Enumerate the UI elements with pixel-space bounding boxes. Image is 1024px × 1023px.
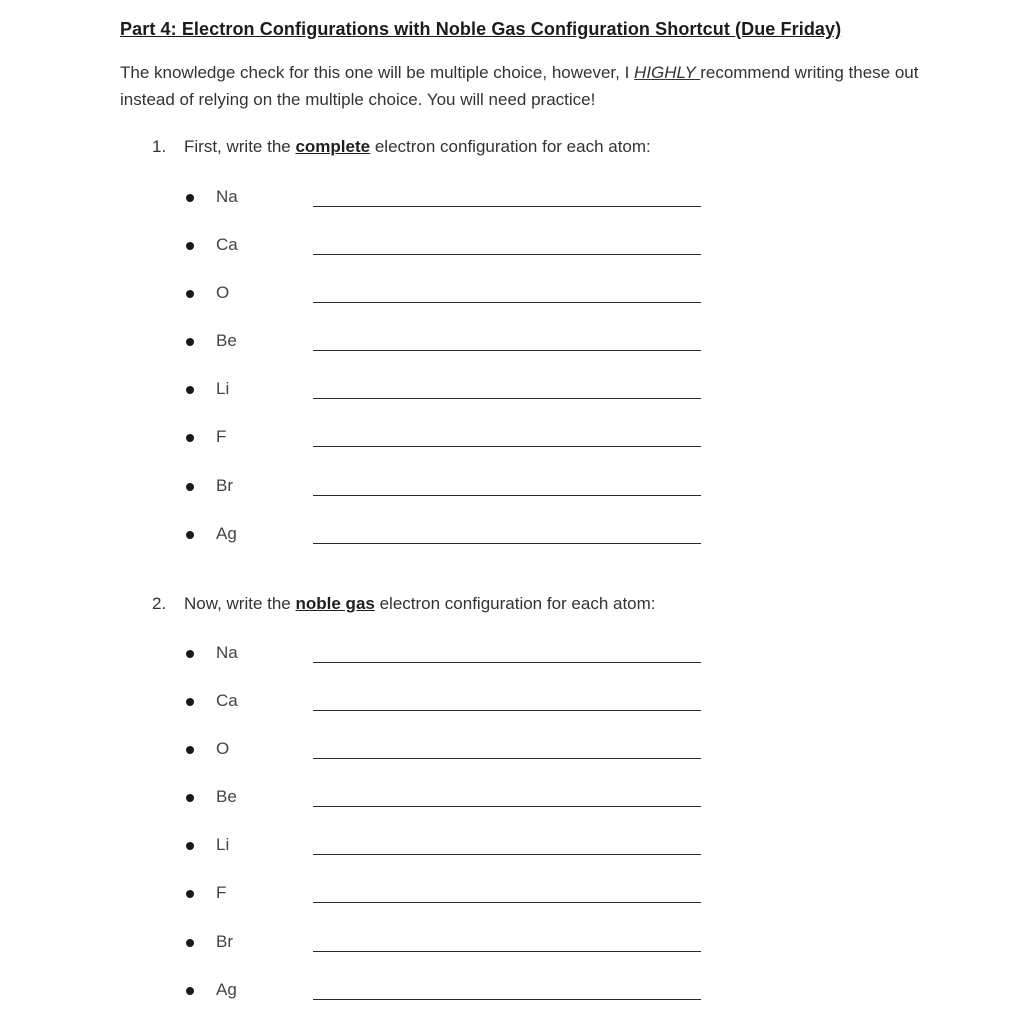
bullet-icon bbox=[186, 338, 194, 346]
intro-emphasis: HIGHLY bbox=[634, 63, 701, 82]
bullet-icon bbox=[186, 794, 194, 802]
intro-text-before: The knowledge check for this one will be multiple choice, however, I bbox=[120, 63, 635, 82]
question-keyword: noble gas bbox=[295, 594, 375, 613]
answer-line[interactable] bbox=[313, 758, 701, 759]
answer-line[interactable] bbox=[313, 495, 701, 496]
list-item bbox=[0, 787, 1024, 813]
bullet-icon bbox=[186, 242, 194, 250]
list-item bbox=[0, 835, 1024, 861]
atom-symbol: O bbox=[216, 283, 230, 302]
list-item bbox=[0, 331, 1024, 357]
intro-paragraph bbox=[120, 59, 960, 113]
answer-line[interactable] bbox=[313, 806, 701, 807]
intro-text-after: recommend writing these out instead of relying on the multiple choice. You will need practice! bbox=[120, 63, 919, 109]
atom-symbol: Br bbox=[216, 932, 233, 951]
list-item bbox=[0, 283, 1024, 309]
answer-line[interactable] bbox=[313, 854, 701, 855]
atom-symbol: Ag bbox=[216, 980, 237, 999]
list-item bbox=[0, 883, 1024, 909]
atom-symbol: Be bbox=[216, 787, 237, 806]
bullet-icon bbox=[186, 987, 194, 995]
answer-line[interactable] bbox=[313, 398, 701, 399]
atom-symbol: Li bbox=[216, 379, 230, 398]
answer-line[interactable] bbox=[313, 446, 701, 447]
list-item bbox=[0, 379, 1024, 405]
atom-symbol: Br bbox=[216, 476, 233, 495]
list-item bbox=[0, 476, 1024, 502]
bullet-icon bbox=[186, 698, 194, 706]
answer-line[interactable] bbox=[313, 662, 701, 663]
answer-line[interactable] bbox=[313, 543, 701, 544]
bullet-icon bbox=[186, 194, 194, 202]
list-item bbox=[0, 427, 1024, 453]
list-item bbox=[0, 691, 1024, 717]
question-1-prompt bbox=[152, 137, 651, 157]
bullet-icon bbox=[186, 939, 194, 947]
answer-line[interactable] bbox=[313, 710, 701, 711]
answer-line[interactable] bbox=[313, 206, 701, 207]
bullet-icon bbox=[186, 650, 194, 658]
page-title: Part 4: Electron Configurations with Noble Gas Configuration Shortcut (Due Friday) bbox=[120, 19, 842, 39]
atom-symbol: Li bbox=[216, 835, 230, 854]
atom-symbol: F bbox=[216, 427, 227, 446]
question-text-after: electron configuration for each atom: bbox=[370, 137, 651, 156]
list-item bbox=[0, 643, 1024, 669]
question-number: 2. bbox=[152, 594, 167, 613]
list-item bbox=[0, 932, 1024, 958]
question-number: 1. bbox=[152, 137, 167, 156]
bullet-icon bbox=[186, 890, 194, 898]
atom-symbol: Ca bbox=[216, 235, 238, 254]
answer-line[interactable] bbox=[313, 302, 701, 303]
list-item bbox=[0, 235, 1024, 261]
bullet-icon bbox=[186, 531, 194, 539]
list-item bbox=[0, 524, 1024, 550]
answer-line[interactable] bbox=[313, 350, 701, 351]
answer-line[interactable] bbox=[313, 951, 701, 952]
atom-symbol: Na bbox=[216, 187, 238, 206]
bullet-icon bbox=[186, 290, 194, 298]
bullet-icon bbox=[186, 483, 194, 491]
answer-line[interactable] bbox=[313, 902, 701, 903]
answer-line[interactable] bbox=[313, 999, 701, 1000]
question-keyword: complete bbox=[295, 137, 371, 156]
bullet-icon bbox=[186, 746, 194, 754]
bullet-icon bbox=[186, 434, 194, 442]
list-item bbox=[0, 739, 1024, 765]
atom-symbol: Na bbox=[216, 643, 238, 662]
question-text-before: First, write the bbox=[184, 137, 296, 156]
list-item bbox=[0, 980, 1024, 1006]
atom-symbol: Ca bbox=[216, 691, 238, 710]
bullet-icon bbox=[186, 842, 194, 850]
bullet-icon bbox=[186, 386, 194, 394]
answer-line[interactable] bbox=[313, 254, 701, 255]
question-text-after: electron configuration for each atom: bbox=[374, 594, 656, 613]
atom-symbol: F bbox=[216, 883, 227, 902]
atom-symbol: O bbox=[216, 739, 230, 758]
atom-symbol: Ag bbox=[216, 524, 237, 543]
question-text-before: Now, write the bbox=[184, 594, 296, 613]
list-item bbox=[0, 187, 1024, 213]
atom-symbol: Be bbox=[216, 331, 237, 350]
question-2-prompt bbox=[152, 594, 656, 614]
